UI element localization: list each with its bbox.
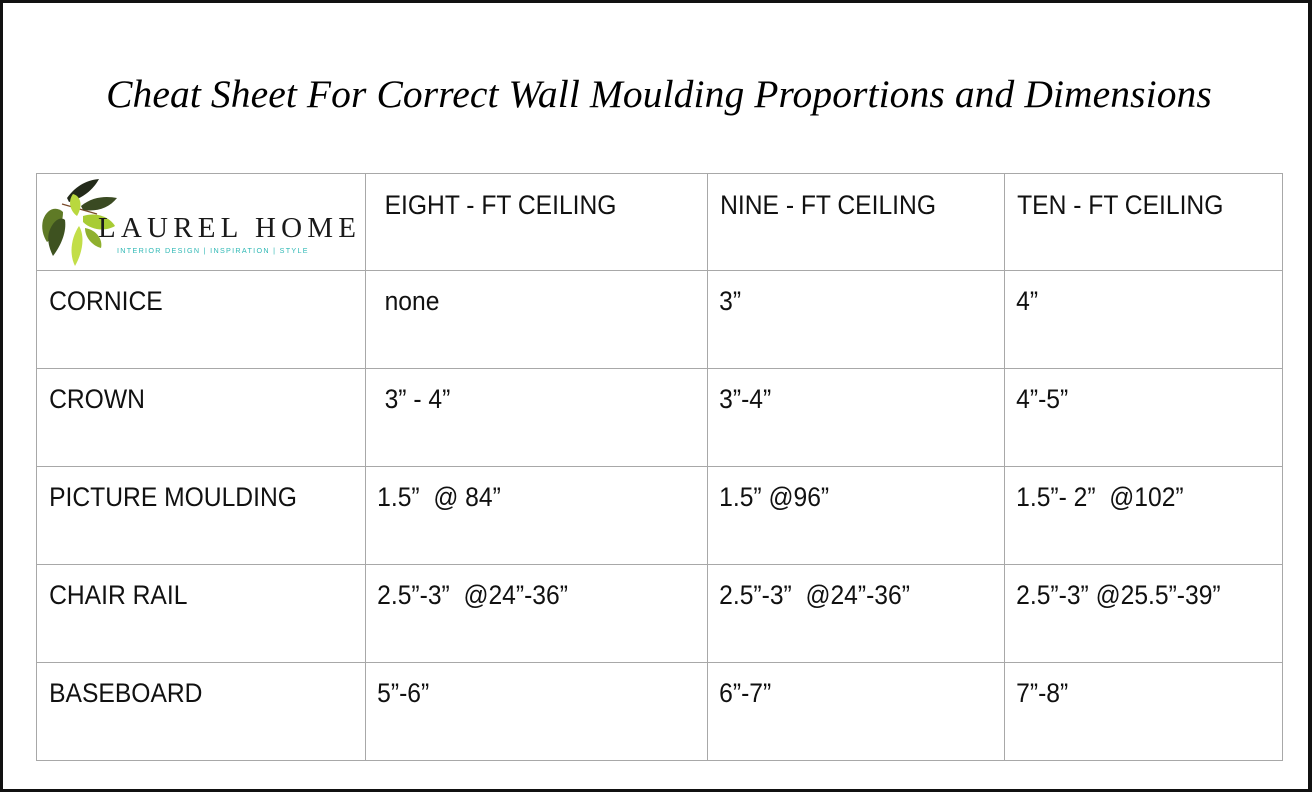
cell-eight-ft: 1.5” @ 84” <box>366 467 708 565</box>
cell-ten-ft: 4” <box>1005 271 1283 369</box>
table-row-chair-rail <box>37 565 1283 663</box>
laurel-home-logo <box>37 174 364 270</box>
header-label: EIGHT - FT CEILING <box>384 190 617 220</box>
cell-eight-ft: none <box>366 271 708 369</box>
header-label: TEN - FT CEILING <box>1017 190 1224 220</box>
cell-nine-ft: 6”-7” <box>708 663 1005 761</box>
header-label: NINE - FT CEILING <box>720 190 936 220</box>
row-label: PICTURE MOULDING <box>37 467 366 565</box>
cell-nine-ft: 1.5” @96” <box>708 467 1005 565</box>
row-label: CROWN <box>37 369 366 467</box>
table-header-row <box>37 174 1283 271</box>
cell-ten-ft: 2.5”-3” @25.5”-39” <box>1005 565 1283 663</box>
cell-eight-ft: 3” - 4” <box>366 369 708 467</box>
cell-nine-ft: 3” <box>708 271 1005 369</box>
moulding-table <box>36 173 1283 761</box>
page-title: Cheat Sheet For Correct Wall Moulding Proportions and Dimensions <box>106 72 1212 116</box>
logo-name: LAUREL HOME <box>98 212 362 244</box>
cell-ten-ft: 7”-8” <box>1005 663 1283 761</box>
cell-ten-ft: 4”-5” <box>1005 369 1283 467</box>
table-row-baseboard <box>37 663 1283 761</box>
header-ten-ft <box>1005 174 1283 271</box>
cell-eight-ft: 2.5”-3” @24”-36” <box>366 565 708 663</box>
row-label: CORNICE <box>37 271 366 369</box>
cell-eight-ft: 5”-6” <box>366 663 708 761</box>
table-row-cornice <box>37 271 1283 369</box>
cell-nine-ft: 3”-4” <box>708 369 1005 467</box>
cell-nine-ft: 2.5”-3” @24”-36” <box>708 565 1005 663</box>
logo-cell <box>37 174 366 271</box>
table-row-crown <box>37 369 1283 467</box>
logo-tagline: INTERIOR DESIGN | INSPIRATION | STYLE <box>117 246 309 255</box>
cell-ten-ft: 1.5”- 2” @102” <box>1005 467 1283 565</box>
header-eight-ft <box>366 174 708 271</box>
row-label: BASEBOARD <box>37 663 366 761</box>
table-row-picture-moulding <box>37 467 1283 565</box>
header-nine-ft <box>708 174 1005 271</box>
row-label: CHAIR RAIL <box>37 565 366 663</box>
